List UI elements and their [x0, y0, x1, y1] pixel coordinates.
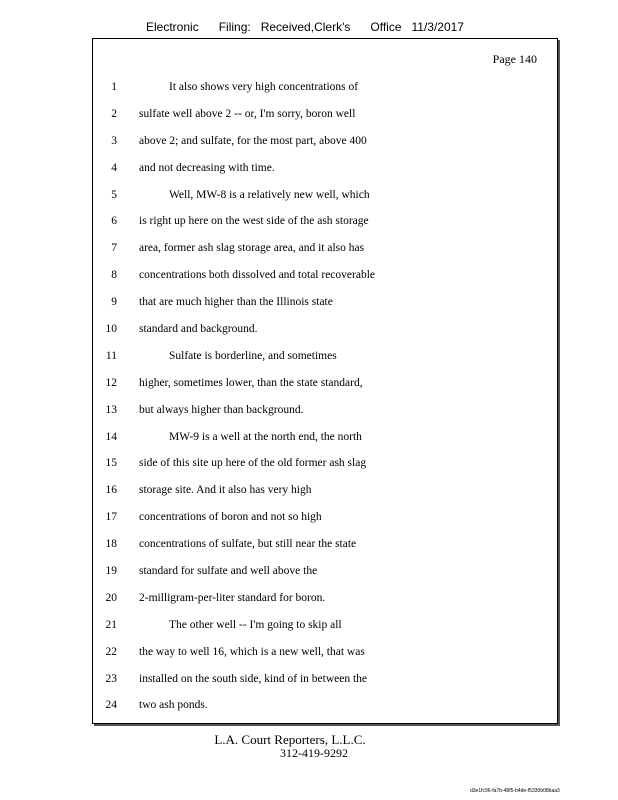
line-text: MW-9 is a well at the north end, the north [169, 430, 362, 443]
transcript-line [93, 585, 557, 612]
transcript-page [92, 38, 558, 724]
transcript-line [93, 316, 557, 343]
transcript-line [93, 235, 557, 262]
transcript-line [93, 424, 557, 451]
line-number: 11 [105, 349, 117, 362]
line-text: installed on the south side, kind of in between the [139, 672, 368, 685]
transcript-line [93, 208, 557, 235]
line-number: 16 [105, 484, 117, 497]
line-number: 15 [105, 457, 117, 470]
page-number: Page 140 [492, 52, 537, 66]
transcript-line [93, 612, 557, 639]
line-text: side of this site up here of the old former ash slag [139, 457, 367, 470]
line-number: 10 [105, 323, 117, 336]
transcript-line [93, 289, 557, 316]
transcript-line [93, 155, 557, 182]
filing-header: Electronic Filing: Received,Clerk's Office 11/3/2017 [146, 20, 464, 34]
line-text: two ash ponds. [139, 699, 208, 712]
line-number: 21 [105, 618, 117, 631]
line-number: 13 [105, 403, 117, 416]
line-text: the way to well 16, which is a new well, that was [139, 645, 365, 658]
transcript-line [93, 370, 557, 397]
line-text: but always higher than background. [139, 403, 304, 416]
line-text: concentrations both dissolved and total recoverable [139, 269, 375, 282]
line-text: is right up here on the west side of the ash storage [139, 215, 369, 228]
line-text: and not decreasing with time. [139, 161, 275, 174]
line-text: area, former ash slag storage area, and it also has [139, 242, 365, 255]
line-number: 4 [111, 161, 117, 174]
line-number: 12 [105, 376, 117, 389]
line-number: 1 [111, 81, 117, 93]
line-number: 2 [111, 107, 117, 120]
line-text: sulfate well above 2 -- or, I'm sorry, boron well [139, 107, 356, 120]
line-number: 6 [111, 215, 117, 228]
line-text: Well, MW-8 is a relatively new well, which [169, 188, 370, 201]
transcript-line [93, 128, 557, 155]
line-text: storage site. And it also has very high [139, 484, 312, 497]
transcript-line [93, 182, 557, 209]
transcript-line [93, 74, 557, 101]
line-number: 20 [105, 591, 117, 604]
transcript-line [93, 531, 557, 558]
line-number: 22 [105, 645, 117, 658]
line-number: 14 [105, 430, 117, 443]
transcript-line [93, 450, 557, 477]
transcript-line [93, 639, 557, 666]
transcript-line [93, 666, 557, 693]
transcript-line [93, 262, 557, 289]
document-id: d3e1fc96-fa7b-48f5-b4de-f5330b08baa3 [470, 788, 560, 794]
line-text: that are much higher than the Illinois state [139, 296, 333, 309]
line-text: higher, sometimes lower, than the state standard, [139, 376, 363, 389]
line-number: 5 [111, 188, 117, 201]
line-number: 24 [105, 699, 117, 712]
footer-phone: 312-419-9292 [280, 746, 348, 760]
transcript-lines [93, 74, 557, 719]
transcript-line [93, 504, 557, 531]
line-number: 7 [111, 242, 117, 255]
transcript-line [93, 397, 557, 424]
line-text: standard and background. [139, 323, 258, 336]
line-number: 8 [111, 269, 117, 282]
line-text: concentrations of sulfate, but still near the state [139, 538, 357, 551]
line-text: above 2; and sulfate, for the most part, above 400 [139, 134, 367, 147]
line-text: Sulfate is borderline, and sometimes [169, 349, 337, 362]
line-number: 19 [105, 565, 117, 578]
transcript-line [93, 477, 557, 504]
transcript-line [93, 558, 557, 585]
line-text: The other well -- I'm going to skip all [169, 618, 342, 631]
transcript-line [93, 101, 557, 128]
line-number: 9 [111, 296, 117, 309]
line-number: 17 [105, 511, 117, 524]
line-number: 3 [111, 134, 117, 147]
line-number: 23 [105, 672, 117, 685]
line-text: standard for sulfate and well above the [139, 565, 318, 578]
line-number: 18 [105, 538, 117, 551]
line-text: It also shows very high concentrations of [169, 81, 359, 93]
line-text: concentrations of boron and not so high [139, 511, 322, 524]
footer-company-name: L.A. Court Reporters, L.L.C. [214, 732, 366, 747]
transcript-line [93, 343, 557, 370]
transcript-line [93, 692, 557, 719]
line-text: 2-milligram-per-liter standard for boron. [139, 591, 326, 604]
